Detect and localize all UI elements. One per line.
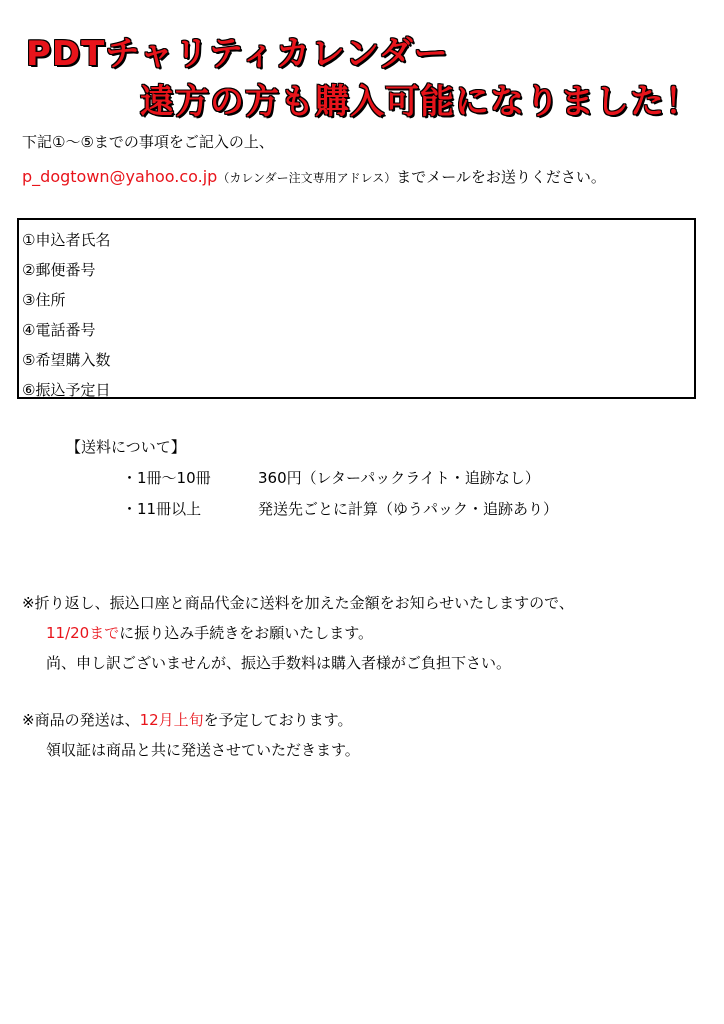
form-item-quantity: ⑤希望購入数 — [22, 351, 111, 369]
title-line-1: PDTチャリティカレンダー — [26, 34, 449, 74]
notice2-suffix: を予定しております。 — [203, 711, 353, 729]
notice1-line-2 — [46, 622, 373, 643]
order-email: p_dogtown@yahoo.co.jp — [22, 167, 218, 186]
form-item-postal-code: ②郵便番号 — [22, 261, 96, 279]
notice1-line-2-suffix: に振り込み手続きをお願いたします。 — [119, 624, 374, 642]
email-note: （カレンダー注文専用アドレス） — [217, 171, 397, 185]
notice1-line-3: 尚、申し訳ございませんが、振込手数料は購入者様がご負担下さい。 — [46, 654, 512, 672]
form-item-phone: ④電話番号 — [22, 321, 96, 339]
shipping-qty-2: ・11冊以上 — [122, 500, 202, 518]
form-item-payment-date: ⑥振込予定日 — [22, 381, 111, 399]
form-item-applicant-name: ①申込者氏名 — [22, 231, 111, 249]
shipping-date: 12月上旬 — [139, 711, 204, 729]
payment-deadline: 11/20まで — [46, 624, 120, 642]
instructions-line-2-suffix: までメールをお送りください。 — [396, 168, 606, 186]
title-line-2: 遠方の方も購入可能になりました！ — [140, 82, 700, 122]
notice2-line-2: 領収証は商品と共に発送させていただきます。 — [46, 741, 360, 759]
shipping-price-1: 360円（レターパックライト・追跡なし） — [258, 469, 540, 487]
shipping-heading: 【送料について】 — [66, 438, 186, 456]
form-items-box — [17, 218, 696, 399]
notice2-line-1 — [22, 709, 352, 730]
shipping-price-2: 発送先ごとに計算（ゆうパック・追跡あり） — [258, 500, 559, 518]
instructions-line-2 — [22, 166, 606, 187]
instructions-line-1: 下記①～⑤までの事項をご記入の上、 — [22, 133, 274, 151]
shipping-qty-1: ・1冊～10冊 — [122, 469, 211, 487]
notice2-prefix: ※商品の発送は、 — [22, 711, 140, 729]
shipping-row-1 — [122, 467, 540, 488]
form-item-address: ③住所 — [22, 291, 66, 309]
shipping-row-2 — [122, 498, 558, 519]
notice1-line-1: ※折り返し、振込口座と商品代金に送料を加えた金額をお知らせいたしますので、 — [22, 594, 574, 612]
